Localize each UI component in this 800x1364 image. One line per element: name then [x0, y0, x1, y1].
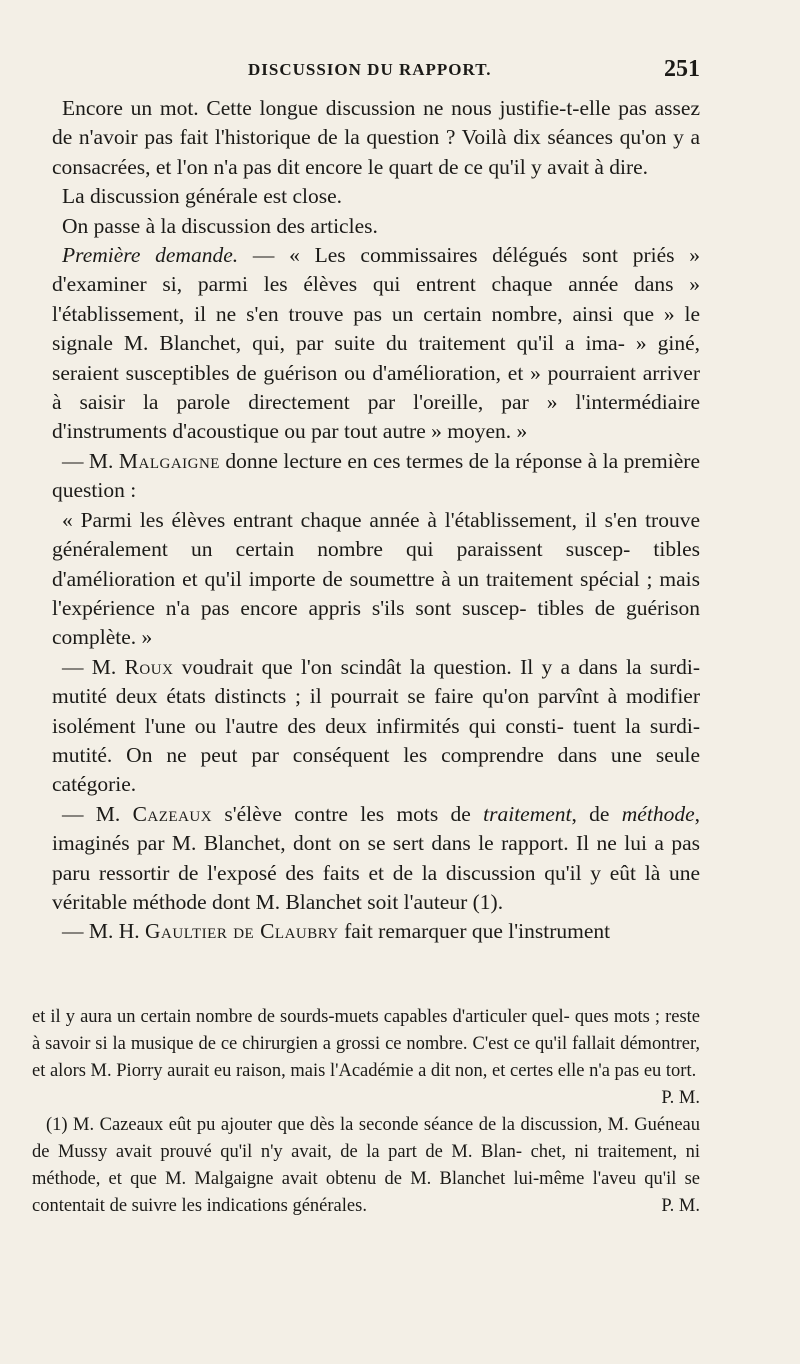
paragraph-closing-remark: Encore un mot. Cette longue discussion ne nous justifie-t-elle pas assez de n'avoir pas fait l'historique de la question ? Voilà dix séances qu'on y a consacrées, et l'on n'a pas dit encore le quart de ce qu'il y avait à dire.: [52, 96, 700, 179]
page-number: 251: [664, 56, 700, 82]
paragraph-text: donne lecture en ces termes de la réponse à la première question :: [52, 448, 700, 503]
dash-prefix: — M.: [62, 654, 125, 679]
paragraph-general-discussion-closed: La discussion générale est close.: [62, 184, 343, 209]
footnote-1: [32, 1112, 700, 1220]
emphasis-traitement: traitement: [483, 801, 572, 826]
paragraph-text: , imaginés par M. Blanchet, dont on se sert dans le rapport. Il ne lui a pas paru ressortir de l'exposé des faits et de la discussion qu'il y eût là une véritable méthode dont M. Blanchet soit l'auteur (1).: [52, 801, 700, 914]
first-request-label: Première demande.: [62, 243, 239, 268]
dash-prefix: — M.: [62, 801, 133, 826]
paragraph-text: s'élève contre les mots de: [212, 801, 484, 826]
footnote-continued: [32, 1004, 700, 1108]
paragraph-cazeaux: [52, 800, 700, 918]
running-head: DISCUSSION DU RAPPORT.: [248, 60, 492, 79]
emphasis-methode: méthode: [621, 801, 695, 826]
footnote-text: (1) M. Cazeaux eût pu ajouter que dès la seconde séance de la discussion, M. Guéneau de Mussy avait prouvé qu'il n'y avait, de la part de M. Blan- chet, ni traitement, ni méthode, et que M. Malgaigne avait obtenu de M. Blanchet lui-même l'aveu qu'il se contentait de suivre les indications générales.: [32, 1115, 700, 1216]
page-header: [52, 56, 700, 86]
dash-prefix: — M.: [62, 448, 119, 473]
paragraph-gaultier: [52, 917, 700, 946]
paragraph-text: fait remarquer que l'instrument: [338, 919, 611, 944]
speaker-name: Cazeaux: [132, 801, 213, 826]
paragraph-malgaigne: [52, 447, 700, 506]
paragraph-response-quote: « Parmi les élèves entrant chaque année à l'établissement, il s'en trouve généralement un certain nombre qui paraissent suscep- tibles d'amélioration et qu'il importe de soumettre à un traitement spécial ; mais l'expérience n'a pas encore appris s'ils sont suscep- tibles de guérison complète. »: [52, 507, 700, 650]
paragraph-roux: [52, 653, 700, 800]
speaker-name: Gaultier de Claubry: [145, 919, 339, 944]
footnote-signature: P. M.: [661, 1088, 700, 1108]
paragraph-text: , de: [571, 801, 622, 826]
dash-prefix: — M. H.: [62, 919, 146, 944]
footnote-signature: P. M.: [661, 1196, 700, 1216]
footnote-text: et il y aura un certain nombre de sourds-muets capables d'articuler quel- ques mots ; reste à savoir si la musique de ce chirurgien a grossi ce nombre. C'est ce qu'il fallait démontrer, et alors M. Piorry aurait eu raison, mais l'Académie a dit non, et certes elle n'a pas eu tort.: [32, 1007, 700, 1081]
paragraph-first-request: [52, 241, 700, 447]
paragraph-articles-discussion: On passe à la discussion des articles.: [62, 213, 378, 238]
speaker-name: Malgaigne: [118, 448, 220, 473]
first-request-text: — « Les commissaires délégués sont priés » d'examiner si, parmi les élèves qui entrent chaque année dans » l'établissement, il ne s'en trouve pas un certain nombre, ainsi que » le signale M. Blanchet, qui, par suite du traitement qu'il a ima- » giné, seraient susceptibles de guérison ou d'amélioration, et » pourraient arriver à saisir la parole directement par l'oreille, par » l'intermédiaire d'instruments d'acoustique ou par tout autre » moyen. »: [52, 243, 700, 444]
paragraph-text: voudrait que l'on scindât la question. Il y a dans la surdi-mutité deux états distincts ; il pourrait se faire qu'on parvînt à modifier isolément l'une ou l'autre des deux infirmités qui consti- tuent la surdi-mutité. On ne peut par conséquent les comprendre dans une seule catégorie.: [52, 654, 700, 797]
main-text: [52, 94, 700, 947]
speaker-name: Roux: [124, 654, 174, 679]
footnotes: [32, 1004, 700, 1220]
